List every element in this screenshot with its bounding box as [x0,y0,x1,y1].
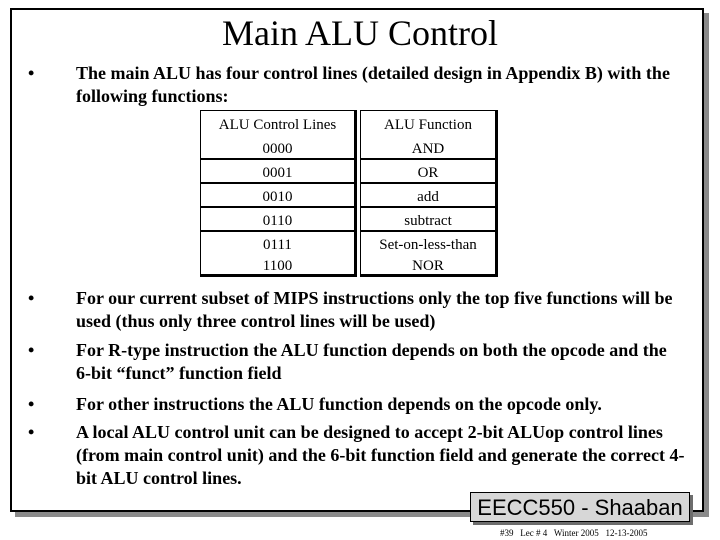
row-divider [201,182,354,184]
bullet-marker: • [28,63,35,83]
table-cell: 1100 [262,258,293,274]
bullet-text: For other instructions the ALU function depends on the opcode only. [76,394,602,414]
table-cell: NOR [412,258,444,274]
table-cell: 0000 [262,141,293,157]
table-header-control-lines: ALU Control Lines [218,117,337,133]
table-cell: AND [411,141,445,157]
bullet-marker: • [28,394,35,414]
bullet-marker: • [28,340,35,360]
table-cell: 0110 [262,213,293,229]
row-divider [201,158,354,160]
row-divider [361,206,495,208]
table-column-control-lines [200,110,357,277]
course-badge: EECC550 - Shaaban [470,492,690,522]
table-column-alu-function [360,110,498,277]
intro-text: The main ALU has four control lines (detailed design in Appendix B) with the following functions: [76,63,670,106]
bullet-text: For our current subset of MIPS instructions only the top five functions will be used (thus only three control lines will be used) [76,288,673,331]
row-divider [201,206,354,208]
table-cell: 0111 [263,237,292,253]
table-header-alu-function: ALU Function [384,117,472,133]
row-divider [361,158,495,160]
row-divider [361,182,495,184]
slide-title: Main ALU Control [222,13,498,53]
table-cell: OR [417,165,439,181]
bullet-text: For R-type instruction the ALU function depends on both the opcode and the 6-bit “funct” function field [76,340,667,383]
row-divider [361,230,495,232]
bullet-text: A local ALU control unit can be designed to accept 2-bit ALUop control lines (from main control unit) and the 6-bit function field and generate the correct 4-bit ALU control lines. [76,422,685,488]
bullet-marker: • [28,422,35,442]
bullet-marker: • [28,288,35,308]
table-cell: Set-on-less-than [379,237,477,253]
table-cell: 0001 [262,165,293,181]
table-cell: 0010 [262,189,293,205]
table-cell: subtract [404,213,452,229]
slide-footer: #39 Lec # 4 Winter 2005 12-13-2005 [500,528,648,538]
table-cell: add [417,189,439,205]
row-divider [201,230,354,232]
